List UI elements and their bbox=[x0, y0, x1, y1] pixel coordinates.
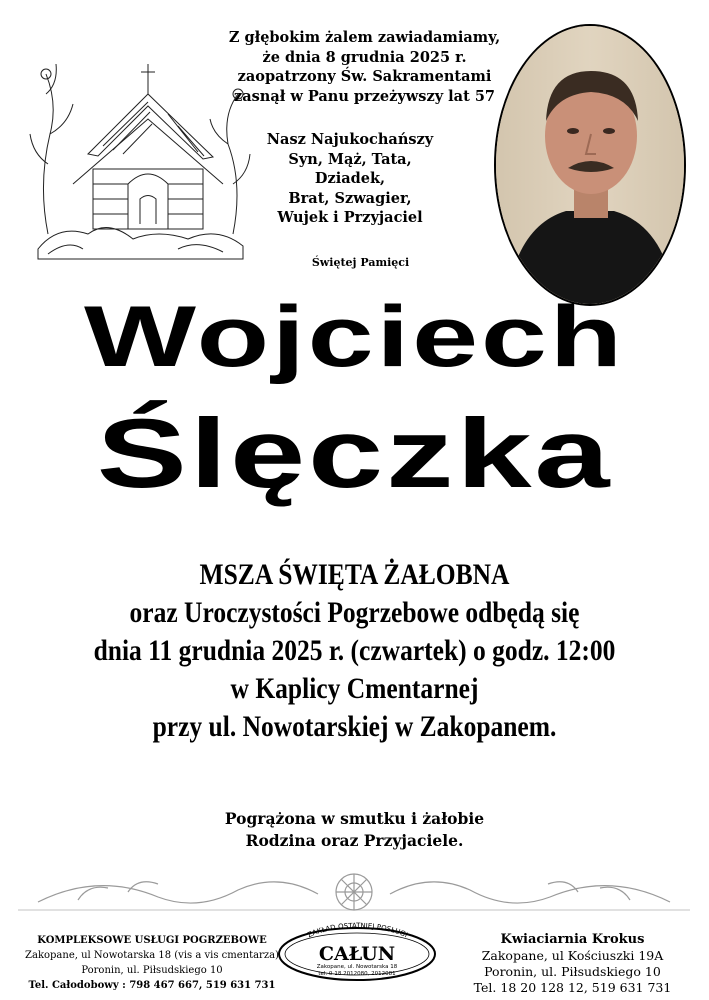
memory-label: Świętej Pamięci bbox=[311, 256, 410, 269]
mass-line: oraz Uroczystości Pogrzebowe odbędą się bbox=[129, 596, 580, 629]
mourning-line: Pogrążona w smutku i żałobie bbox=[224, 809, 485, 828]
florist-address: Zakopane, ul Kościuszki 19A bbox=[481, 948, 664, 963]
announcement-line: zaopatrzony Św. Sakramentami bbox=[237, 68, 492, 85]
portrait-silhouette-icon bbox=[496, 26, 684, 304]
announcement-line: Z głębokim żalem zawiadamiamy, bbox=[228, 29, 501, 46]
relations-line: Wujek i Przyjaciel bbox=[277, 209, 423, 226]
mass-line: przy ul. Nowotarskiej w Zakopanem. bbox=[152, 710, 557, 743]
mass-line: dnia 11 grudnia 2025 r. (czwartek) o godz. 12:00 bbox=[93, 634, 616, 667]
florist-address: Poronin, ul. Piłsudskiego 10 bbox=[484, 964, 661, 979]
logo-address: Zakopane, ul. Nowotarska 18 bbox=[316, 964, 398, 970]
relations-line: Brat, Szwagier, bbox=[288, 189, 412, 207]
relations-line: Syn, Mąż, Tata, Dziadek, bbox=[288, 150, 412, 187]
death-announcement bbox=[222, 28, 507, 106]
funeral-services-address: Zakopane, ul Nowotarska 18 (vis a vis cmentarza) bbox=[25, 950, 279, 961]
deceased-first-name: Wojciech bbox=[84, 289, 625, 385]
calun-logo bbox=[275, 922, 440, 982]
logo-name: CAŁUN bbox=[318, 943, 396, 965]
logo-phone: tel. 0-18 2012080, 2012081 bbox=[318, 971, 396, 977]
mourning-line: Rodzina oraz Przyjaciele. bbox=[245, 831, 464, 850]
funeral-services-phone: Tel. Całodobowy : 798 467 667, 519 631 731 bbox=[28, 980, 276, 991]
announcement-line: zasnął w Panu przeżywszy lat 57 bbox=[233, 87, 495, 105]
portrait-photo bbox=[494, 24, 686, 306]
florist-phone: Tel. 18 20 128 12, 519 631 731 bbox=[473, 980, 672, 995]
mass-line: w Kaplicy Cmentarnej bbox=[230, 672, 479, 705]
chapel-illustration bbox=[28, 34, 253, 269]
announcement-line: że dnia 8 grudnia 2025 r. bbox=[262, 48, 467, 66]
florist-info bbox=[450, 932, 695, 996]
deceased-last-name: Ślęczka bbox=[96, 398, 613, 508]
florist-title: Kwiaciarnia Krokus bbox=[500, 932, 645, 947]
funeral-services-address: Poronin, ul. Piłsudskiego 10 bbox=[81, 965, 223, 976]
family-relations bbox=[255, 130, 445, 228]
logo-arc-text: ZAKŁAD OSTATNIEJ POSŁUGI bbox=[306, 922, 409, 940]
relations-line: Nasz Najukochańszy bbox=[266, 131, 434, 148]
funeral-services-info bbox=[18, 933, 286, 993]
mass-line: MSZA ŚWIĘTA ŻAŁOBNA bbox=[199, 558, 510, 591]
funeral-mass-info bbox=[0, 556, 709, 746]
mourners-signature bbox=[0, 808, 709, 852]
funeral-services-title: KOMPLEKSOWE USŁUGI POGRZEBOWE bbox=[37, 935, 267, 946]
ornament-divider bbox=[18, 862, 690, 922]
